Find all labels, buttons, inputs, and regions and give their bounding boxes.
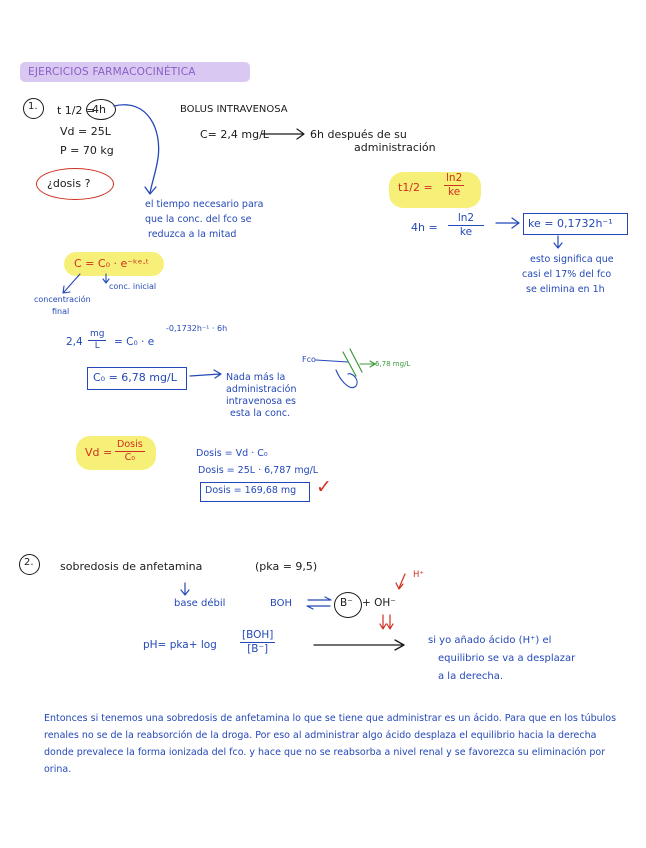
acid-effect-1: si yo añado ácido (H⁺) el bbox=[428, 635, 552, 646]
vd-formula-den: C₀ bbox=[124, 451, 136, 463]
iv-note-4: esta la conc. bbox=[230, 408, 291, 419]
drug-value-arrow bbox=[360, 361, 375, 367]
syringe-icon bbox=[343, 349, 362, 376]
equation-rhs: = C₀ · e bbox=[114, 336, 155, 348]
h-plus-label: H⁺ bbox=[413, 570, 424, 580]
final-concentration-label-1: concentración bbox=[34, 295, 91, 304]
equilibrium-arrows bbox=[307, 597, 331, 609]
check-mark: ✓ bbox=[316, 476, 332, 498]
oh-down-arrows bbox=[380, 615, 393, 629]
dose-step-1: Dosis = Vd · C₀ bbox=[196, 448, 268, 459]
four-h-num: ln2 bbox=[448, 213, 484, 226]
henderson-num: [BOH] bbox=[242, 629, 274, 641]
after-6h-2: administración bbox=[354, 141, 436, 154]
final-concentration-label-2: final bbox=[52, 307, 70, 316]
dose-result: Dosis = 169,68 mg bbox=[205, 485, 297, 496]
drug-label: Fco bbox=[302, 355, 316, 364]
vd-formula-num: Dosis bbox=[117, 439, 143, 450]
equation-lhs: 2,4 bbox=[66, 336, 83, 348]
half-life-formula-den: ke bbox=[448, 185, 461, 198]
iv-note-2: administración bbox=[226, 384, 297, 395]
exercise-2-heading: sobredosis de anfetamina bbox=[60, 560, 203, 573]
acid-effect-2: equilibrio se va a desplazar bbox=[438, 653, 576, 664]
ke-meaning-2: casi el 17% del fco bbox=[522, 269, 612, 280]
dose-step-2: Dosis = 25L · 6,787 mg/L bbox=[198, 465, 319, 476]
half-life-note-1: el tiempo necesario para bbox=[145, 199, 264, 210]
c-formula: C = C₀ · e⁻ᵏᵉ·ᵗ bbox=[74, 257, 150, 270]
vd-formula-lhs: Vd = bbox=[85, 446, 113, 459]
exercise-2-pka: (pka = 9,5) bbox=[255, 560, 318, 573]
initial-concentration-label: conc. inicial bbox=[109, 282, 157, 291]
concentration-given: C= 2,4 mg/L bbox=[200, 128, 269, 141]
drug-concentration: 6,78 mg/L bbox=[375, 360, 411, 368]
equation-units-den: L bbox=[94, 341, 100, 351]
four-h-eq: 4h = bbox=[411, 221, 438, 234]
t-half-value: 4h bbox=[92, 103, 106, 116]
half-life-formula-lhs: t1/2 = bbox=[398, 181, 433, 194]
half-life-note-3: reduzca a la mitad bbox=[148, 229, 237, 240]
drug-syringe-line bbox=[316, 360, 348, 362]
initial-conc-arrow bbox=[103, 274, 109, 283]
ke-meaning-3: se elimina en 1h bbox=[526, 284, 605, 295]
henderson-lhs: pH= pka+ log bbox=[143, 639, 217, 651]
final-conc-arrow bbox=[63, 274, 80, 293]
h-plus-arrow bbox=[396, 574, 405, 589]
equation-units-num: mg bbox=[90, 329, 105, 339]
half-life-arrow bbox=[114, 105, 159, 193]
after-arrow bbox=[262, 129, 304, 139]
heading-down-arrow bbox=[181, 583, 189, 595]
exercise-2-number: 2. bbox=[24, 557, 34, 568]
boh-label: BOH bbox=[270, 598, 293, 609]
ke-down-arrow bbox=[554, 236, 562, 248]
bolus-label: BOLUS INTRAVENOSA bbox=[180, 104, 288, 115]
iv-note-1: Nada más la bbox=[226, 372, 286, 383]
ke-result: ke = 0,1732h⁻¹ bbox=[528, 217, 613, 230]
t-half-label: t 1/2 = bbox=[57, 104, 96, 117]
half-life-note-2: que la conc. del fco se bbox=[145, 214, 252, 225]
exercise-1-number: 1. bbox=[28, 101, 38, 112]
half-life-formula-num: ln2 bbox=[446, 172, 463, 184]
equation-exponent: -0,1732h⁻¹ · 6h bbox=[166, 324, 228, 333]
c0-result: C₀ = 6,78 mg/L bbox=[93, 371, 177, 384]
conclusion-arrow bbox=[314, 640, 404, 650]
ke-meaning-1: esto significa que bbox=[530, 254, 614, 265]
oh-minus-label: + OH⁻ bbox=[362, 597, 396, 609]
weak-base-label: base débil bbox=[174, 598, 226, 609]
acid-effect-3: a la derecha. bbox=[438, 671, 504, 682]
conclusion-paragraph: Entonces si tenemos una sobredosis de anfetamina lo que se tiene que administrar es un ácido. Para que en los túbulos renales no se de la reabsorción de la droga. Por eso al administrar algo ácido desplaza el equilibrio hacia la derecha donde prevalece la forma ionizada del fco. y hace que no se reabsorba a nivel renal y se favorezca su eliminación por orina. bbox=[44, 713, 617, 775]
four-h-den: ke bbox=[459, 225, 473, 238]
ke-arrow bbox=[496, 218, 519, 228]
iv-note-3: intravenosa es bbox=[226, 396, 296, 407]
after-6h: 6h después de su bbox=[310, 128, 407, 141]
page-title: EJERCICIOS FARMACOCINÉTICA bbox=[28, 66, 196, 78]
c0-arrow bbox=[190, 370, 221, 378]
vd-given: Vd = 25L bbox=[60, 125, 111, 138]
b-minus-label: B⁻ bbox=[340, 597, 353, 609]
henderson-den: [B⁻] bbox=[247, 642, 269, 655]
weight-given: P = 70 kg bbox=[60, 144, 114, 157]
dose-question: ¿dosis ? bbox=[47, 177, 91, 190]
